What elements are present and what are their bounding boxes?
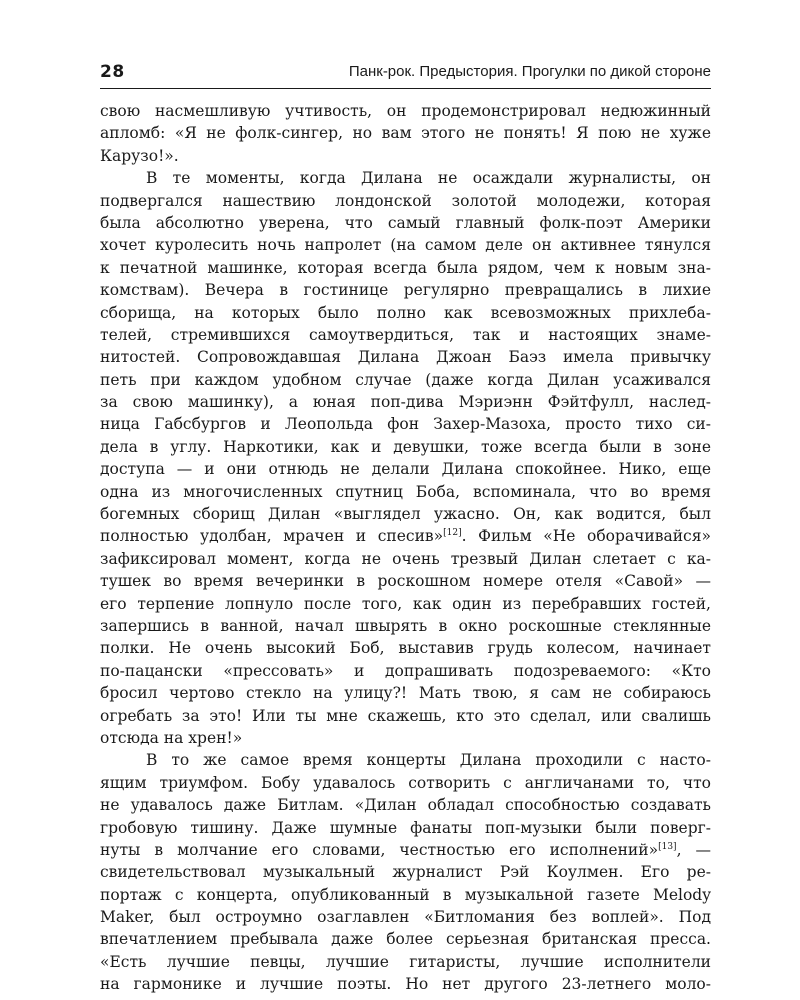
line-text: свою насмешливую учтивость, он продемонстрировал недюжинный — [100, 102, 711, 120]
text-line — [100, 615, 711, 637]
line-text: огребать за это! Или ты мне скажешь, кто это сделал, или свалишь — [100, 706, 711, 725]
text-line — [100, 234, 711, 256]
text-line — [100, 525, 711, 547]
line-text: гробовую тишину. Даже шумные фанаты поп-музыки были поверг- — [100, 818, 711, 837]
text-line — [100, 794, 711, 816]
line-text: была абсолютно уверена, что самый главный фолк-поэт Америки — [100, 213, 711, 232]
text-line — [100, 167, 711, 189]
line-text: В те моменты, когда Дилана не осаждали журналисты, он — [146, 169, 711, 188]
paragraph — [100, 167, 711, 749]
text-line — [100, 705, 711, 727]
line-text: бросил чертово стекло на улицу?! Мать твою, я сам не собираюсь — [100, 684, 711, 703]
line-text: полки. Не очень высокий Боб, выставив грудь колесом, начинает — [100, 639, 711, 658]
line-text: впечатлением пребывала даже более серьезная британская пресса. — [100, 930, 711, 949]
page-number: 28 — [100, 62, 125, 82]
text-line — [100, 928, 711, 950]
line-text: на гармонике и лучшие поэты. Но нет другого 23-летнего моло- — [100, 975, 711, 994]
text-line — [100, 772, 711, 794]
line-text: не удавалось даже Битлам. «Дилан обладал способностью создавать — [100, 796, 711, 815]
line-text: свидетельствовал музыкальный журналист Рэй Коулмен. Его ре- — [100, 863, 711, 882]
text-line — [100, 369, 711, 391]
text-line — [100, 593, 711, 615]
text-line — [100, 749, 711, 771]
page-header — [100, 60, 711, 89]
text-line — [100, 212, 711, 234]
text-line — [100, 458, 711, 480]
line-text: нитостей. Сопровождавшая Дилана Джоан Баэз имела привычку — [100, 348, 711, 367]
text-line — [100, 548, 711, 570]
line-text: полностью удолбан, мрачен и спесив» — [100, 527, 444, 546]
text-line — [100, 570, 711, 592]
text-line — [100, 861, 711, 883]
line-text: подвергался нашествию лондонской золотой молодежи, которая — [100, 191, 711, 210]
text-line — [100, 481, 711, 503]
line-text: отсюда на хрен!» — [100, 728, 243, 747]
line-text: к печатной машинке, которая всегда была рядом, чем к новым зна- — [100, 258, 711, 277]
line-text: его терпение лопнуло после того, как один из перебравших гостей, — [100, 594, 711, 613]
line-text: за свою машинку), а юная поп-дива Мэриэнн Фэйтфулл, наслед- — [100, 393, 711, 412]
text-line — [100, 727, 711, 749]
line-text: Карузо!». — [100, 146, 179, 165]
line-text: сборища, на которых было полно как всевозможных прихлеба- — [100, 303, 711, 322]
line-text: богемных сборищ Дилан «выглядел ужасно. Он, как водится, был — [100, 505, 711, 524]
text-line — [100, 413, 711, 435]
line-text: по-пацански «прессовать» и допрашивать подозреваемого: «Кто — [100, 661, 711, 680]
running-title: Панк-рок. Предыстория. Прогулки по дикой стороне — [348, 63, 711, 80]
line-text: дела в углу. Наркотики, как и девушки, тоже всегда были в зоне — [100, 437, 711, 456]
text-line — [100, 839, 711, 861]
text-line — [100, 503, 711, 525]
text-line — [100, 190, 711, 212]
text-line — [100, 637, 711, 659]
line-text: Maker, был остроумно озаглавлен «Битломания без воплей». Под — [100, 908, 711, 927]
text-line — [100, 346, 711, 368]
text-line — [100, 391, 711, 413]
line-text: запершись в ванной, начал швырять в окно роскошные стеклянные — [100, 616, 711, 635]
line-text-after: , — — [676, 840, 711, 859]
footnote-ref: [13] — [658, 841, 677, 852]
text-line — [100, 257, 711, 279]
paragraph — [100, 100, 711, 167]
line-text-after: . Фильм «Не оборачивайся» — [461, 527, 711, 546]
line-text: тушек во время вечеринки в роскошном номере отеля «Савой» — — [100, 572, 711, 591]
text-line — [100, 817, 711, 839]
text-line — [100, 682, 711, 704]
line-text: ящим триумфом. Бобу удавалось сотворить с англичанами то, что — [100, 773, 711, 792]
line-text: зафиксировал момент, когда не очень трезвый Дилан слетает с ка- — [100, 549, 711, 568]
line-text: нуты в молчание его словами, честностью его исполнений» — [100, 840, 659, 859]
text-line — [100, 122, 711, 144]
line-text: В то же самое время концерты Дилана проходили с насто- — [146, 751, 711, 770]
text-line — [100, 324, 711, 346]
text-line — [100, 906, 711, 928]
line-text: петь при каждом удобном случае (даже когда Дилан усаживался — [100, 370, 711, 389]
footnote-ref: [12] — [443, 528, 462, 539]
text-line — [100, 660, 711, 682]
text-line — [100, 436, 711, 458]
text-line — [100, 884, 711, 906]
line-text: «Есть лучшие певцы, лучшие гитаристы, лучшие исполнители — [100, 952, 711, 971]
text-line — [100, 145, 711, 167]
paragraph — [100, 749, 711, 995]
text-line — [100, 951, 711, 973]
text-line — [100, 279, 711, 301]
line-text: телей, стремившихся самоутвердиться, так и настоящих знаме- — [100, 325, 711, 344]
line-text: одна из многочисленных спутниц Боба, вспоминала, что во время — [100, 482, 711, 501]
line-text: хочет куролесить ночь напролет (на самом деле он активнее тянулся — [100, 236, 711, 255]
line-text: ница Габсбургов и Леопольда фон Захер-Мазоха, просто тихо си- — [100, 415, 711, 434]
text-line — [100, 100, 711, 122]
body-text — [100, 100, 711, 996]
text-line — [100, 302, 711, 324]
line-text: комствам). Вечера в гостинице регулярно превращались в лихие — [100, 281, 711, 300]
line-text: апломб: «Я не фолк-сингер, но вам этого не понять! Я пою не хуже — [100, 124, 711, 143]
line-text: портаж с концерта, опубликованный в музыкальной газете Melody — [100, 885, 711, 904]
text-line — [100, 973, 711, 995]
line-text: доступа — и они отнюдь не делали Дилана спокойнее. Нико, еще — [100, 460, 711, 479]
